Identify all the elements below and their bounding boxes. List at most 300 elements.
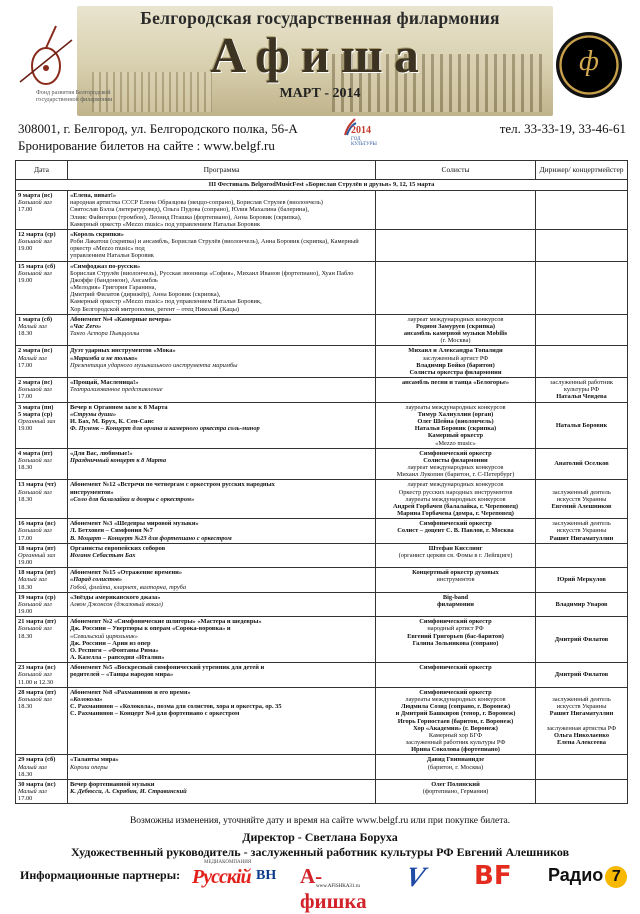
- conductor-line: искусств Украины: [556, 495, 607, 503]
- soloist-line: Штефан Кисслинг: [428, 544, 483, 552]
- conductor-line: Владимир Уваров: [555, 600, 608, 608]
- event-date: [16, 519, 68, 544]
- soloist-line: Симфонический оркестр: [419, 664, 492, 672]
- date-line: Малый зал: [18, 788, 47, 796]
- program-line: инструментов»: [70, 488, 114, 496]
- conductor-line: заслуженный работник: [550, 379, 613, 387]
- art-director: Художественный руководитель - заслуженный работник культуры РФ Евгений Алешников: [70, 845, 570, 859]
- program-line: Абонемент №3 «Шедевры мировой музыки»: [70, 520, 199, 528]
- date-line: 17.00: [18, 795, 33, 803]
- col-program: Программа: [68, 161, 376, 180]
- partners-label: Информационные партнеры:: [20, 868, 181, 882]
- date-line: 5 марта (ср): [18, 410, 53, 418]
- event-date: [16, 229, 68, 261]
- event-program: [68, 480, 376, 519]
- program-line: «Парад солистов»: [70, 576, 123, 584]
- soloist-line: Ирина Соколова (фортепиано): [411, 746, 500, 754]
- program-line: «Колокола»: [70, 696, 103, 703]
- conductor-line: Дмитрий Филатов: [554, 636, 609, 644]
- philharmonic-logo: [556, 32, 622, 98]
- event-date: [16, 480, 68, 519]
- conductor-line: культуры РФ: [563, 386, 600, 394]
- event-conductor: [536, 663, 628, 688]
- event-conductor: [536, 480, 628, 519]
- soloist-line: Михаил и Александра Топалиди: [408, 347, 503, 355]
- table-row: [16, 378, 628, 403]
- program-line: Камерный оркестр «Mezzo music» под управлением Натальи Боровик: [70, 220, 261, 228]
- date-line: Органный зал: [18, 417, 56, 425]
- table-row: [16, 314, 628, 346]
- event-program: [68, 617, 376, 663]
- soloist-line: Андрей Горбачев (балалайка, г. Череповец): [392, 502, 519, 510]
- soloist-line: филармонии: [437, 600, 474, 608]
- program-line: «Мелодия» Григория Гаранина,: [70, 284, 157, 292]
- date-line: 19 марта (ср): [18, 593, 56, 601]
- partner-name: V: [402, 862, 429, 893]
- festival-title: III Фестиваль BelgorodMusicFest «Борислав Струлёв и друзья» 9, 12, 15 марта: [16, 180, 628, 191]
- program-line: Л. Бетховен – Симфония №7: [70, 527, 153, 535]
- date-line: 18.30: [18, 632, 33, 640]
- program-line: Абонемент №4 «Камерные вечера»: [70, 315, 172, 323]
- table-header: [16, 161, 628, 180]
- date-line: Большой зал: [18, 199, 52, 207]
- event-conductor: [536, 617, 628, 663]
- program-line: Алвон Джонсон (джазовый вокал): [70, 600, 163, 608]
- table-row: [16, 663, 628, 688]
- soloist-line: Владимир Бойко (баритон): [416, 361, 495, 369]
- soloist-line: ансамбль камерной музыки Mobilis: [403, 330, 508, 338]
- program-line: родителей – «Танцы народов мира»: [70, 671, 174, 679]
- table-row: [16, 346, 628, 378]
- date-line: 19.00: [18, 276, 33, 284]
- event-soloists: [376, 448, 536, 480]
- date-line: 18.30: [18, 770, 33, 778]
- program-line: Дмитрий Филатов (дирижёр), Анна Боровик (скрипка),: [70, 291, 221, 299]
- conductor-line: [538, 718, 625, 725]
- partner-name: BF: [474, 861, 512, 891]
- event-conductor: [536, 261, 628, 314]
- logo-letter: ф: [579, 46, 599, 77]
- soloist-line: Камерный хор БГФ: [428, 731, 483, 739]
- booking-info: Бронирование билетов на сайте : www.belgf.ru: [18, 138, 275, 153]
- date-line: Большой зал: [18, 696, 52, 703]
- soloist-line: Солисты филармонии: [423, 456, 488, 464]
- soloist-line: Симфонический оркестр: [419, 520, 492, 528]
- partner-sub: МЕДИАКОМПАНИЯ: [204, 860, 252, 865]
- cello-logo: [12, 22, 113, 118]
- partner-logo-bf: [472, 860, 524, 890]
- event-conductor: [536, 543, 628, 568]
- date-line: 12 марта (ср): [18, 230, 56, 238]
- event-conductor: [536, 519, 628, 544]
- event-program: [68, 346, 376, 378]
- event-conductor: [536, 448, 628, 480]
- event-date: [16, 543, 68, 568]
- event-program: [68, 687, 376, 755]
- soloist-line: Тимур Халиуллин (орган): [417, 410, 494, 418]
- date-line: 18 марта (вт): [18, 569, 56, 577]
- poster-title: Афиша: [210, 27, 430, 83]
- program-line: Элиис Файнгерш (тромбон), Леонид Пташка (фортепиано), Анна Боровик (скрипка),: [70, 213, 302, 221]
- soloist-line: и Дмитрий Башкиров (тенор, г. Воронеж): [395, 710, 516, 718]
- cello-icon: [12, 22, 82, 92]
- program-line: Праздничный концерт к 8 Марта: [70, 456, 167, 464]
- conductor-line: заслуженный деятель: [552, 488, 611, 496]
- event-date: [16, 617, 68, 663]
- date-line: Большой зал: [18, 488, 52, 496]
- conductor-line: Елена Алексеева: [557, 739, 606, 747]
- conductor-line: искусств Украины: [556, 527, 607, 535]
- program-line: Хор Белгородской митрополии, регент – отец Николай (Кацы): [70, 305, 240, 313]
- event-soloists: [376, 519, 536, 544]
- soloist-line: лауреат международных конкурсов: [407, 315, 504, 323]
- table-row: [16, 617, 628, 663]
- partner-name: Радио: [548, 865, 604, 885]
- date-line: 18.30: [18, 330, 33, 338]
- events-table: [15, 160, 628, 804]
- program-line: Абонемент №2 «Симфонические шлягеры» «Мастера и шедевры»: [70, 618, 262, 626]
- event-program: [68, 755, 376, 780]
- soloist-line: Михаил Лукопин (баритон, г. С-Петербург): [396, 471, 515, 479]
- conductor-line: Юрий Меркулов: [557, 576, 606, 584]
- date-line: 4 марта (вт): [18, 449, 53, 457]
- program-line: «Соло для балалайки и домры с оркестром»: [70, 495, 195, 503]
- conductor-line: заслуженный деятель: [552, 696, 611, 703]
- program-line: Святослав Бэлза (литературовед), Ольга Пудова (сопрано), Юлия Махалина (балерина),: [70, 206, 310, 214]
- soloist-line: инструментов: [436, 576, 475, 584]
- event-soloists: [376, 261, 536, 314]
- festival-row: [16, 180, 628, 191]
- table-row: [16, 568, 628, 593]
- event-conductor: [536, 687, 628, 755]
- table-row: [16, 779, 628, 804]
- date-line: 17.00: [18, 393, 33, 401]
- conductor-line: Ольга Николаенко: [553, 731, 610, 739]
- conductor-line: Евгений Алешников: [551, 502, 612, 510]
- program-line: «Маримба и не только»: [70, 354, 138, 362]
- date-line: Малый зал: [18, 354, 47, 362]
- program-line: «Симфоджаз по-русски»: [70, 262, 141, 270]
- program-line: Дж. Россини – Увертюры к операм «Сорока-воровка» и: [70, 625, 231, 633]
- date-line: 29 марта (сб): [18, 756, 56, 764]
- soloist-line: (баритон, г. Москва): [427, 763, 484, 771]
- program-line: «Таланты мира»: [70, 756, 119, 764]
- partner-name: Русскiй: [192, 866, 251, 888]
- program-line: «Звёзды американского джаза»: [70, 593, 161, 601]
- program-line: «Король скрипки»: [70, 230, 124, 238]
- table-row: [16, 480, 628, 519]
- event-program: [68, 229, 376, 261]
- event-date: [16, 261, 68, 314]
- event-date: [16, 448, 68, 480]
- date-line: 15 марта (сб): [18, 262, 56, 270]
- event-conductor: [536, 568, 628, 593]
- event-soloists: [376, 402, 536, 448]
- soloist-line: (г. Москва): [440, 337, 471, 345]
- conductor-line: Рашит Нигаматуллин: [549, 710, 614, 718]
- event-conductor: [536, 229, 628, 261]
- event-soloists: [376, 663, 536, 688]
- partner-logo-russkiy: [190, 860, 302, 890]
- date-line: 30 марта (вс): [18, 780, 56, 788]
- event-conductor: [536, 314, 628, 346]
- date-line: Большой зал: [18, 625, 52, 633]
- date-line: Большой зал: [18, 527, 52, 535]
- event-date: [16, 568, 68, 593]
- event-conductor: [536, 755, 628, 780]
- event-soloists: [376, 480, 536, 519]
- soloist-line: заслуженный артист РФ: [422, 354, 489, 362]
- partner-digit: 7: [605, 866, 627, 888]
- event-soloists: [376, 755, 536, 780]
- event-date: [16, 663, 68, 688]
- soloist-line: (органист церкви св. Фомы в г. Лейпциге): [398, 551, 513, 559]
- program-line: «Севильский цирюльник»: [70, 632, 138, 640]
- soloist-line: лауреат международных конкурсов: [407, 481, 504, 489]
- event-date: [16, 687, 68, 755]
- event-program: [68, 663, 376, 688]
- program-line: В. Моцарт – Концерт №23 для фортепиано с оркестром: [70, 534, 232, 542]
- date-line: 18.30: [18, 583, 33, 591]
- soloist-line: Евгений Григорьев (бас-баритон): [407, 632, 504, 640]
- date-line: 19.00: [18, 608, 33, 616]
- address: 308001, г. Белгород, ул. Белгородского полка, 56-А: [18, 121, 298, 136]
- org-title: Белгородская государственная филармония: [140, 8, 500, 28]
- event-date: [16, 378, 68, 403]
- event-soloists: [376, 543, 536, 568]
- soloist-line: Симфонический оркестр: [419, 449, 492, 457]
- soloist-line: Симфонический оркестр: [419, 688, 492, 696]
- date-line: 18.30: [18, 495, 33, 503]
- date-line: Малый зал: [18, 322, 47, 330]
- year-of-culture-logo: [343, 111, 387, 147]
- program-line: «Час Zero»: [70, 322, 102, 330]
- program-line: Абонемент №15 «Отражение времени»: [70, 569, 183, 577]
- conductor-line: Рашит Нигаматуллин: [549, 534, 614, 542]
- soloist-line: Концертный оркестр духовых: [412, 569, 499, 577]
- soloist-line: «Mezzo music»: [435, 439, 476, 447]
- conductor-line: заслуженная артистка РФ: [546, 724, 617, 732]
- event-conductor: [536, 378, 628, 403]
- date-line: Большой зал: [18, 671, 52, 679]
- date-line: 3 марта (пн): [18, 403, 54, 411]
- date-line: 1 марта (сб): [18, 315, 53, 323]
- partner-logo-v: [402, 860, 458, 893]
- soloist-line: Людмила Созид (сопрано, г. Воронеж): [400, 703, 511, 711]
- conductor-line: Дмитрий Филатов: [554, 671, 609, 679]
- date-line: Большой зал: [18, 600, 52, 608]
- program-line: С. Рахманинов – Концерт №4 для фортепиано с оркестром: [70, 710, 240, 718]
- partner-sub: www.AFISHKA31.ru: [316, 884, 360, 889]
- program-line: К. Дебюсси, А. Скрябин, И. Стравинский: [70, 788, 187, 796]
- soloist-line: лауреаты международных конкурсов: [405, 403, 506, 411]
- event-soloists: [376, 378, 536, 403]
- event-date: [16, 314, 68, 346]
- soloist-line: Камерный оркестр: [427, 432, 484, 440]
- table-row: [16, 687, 628, 755]
- soloist-line: Наталья Боровик (скрипка): [414, 425, 497, 433]
- event-conductor: [536, 402, 628, 448]
- event-date: [16, 191, 68, 230]
- date-line: 11.00 и 12.30: [18, 678, 54, 686]
- soloist-line: Big-band: [442, 593, 469, 601]
- conductor-line: искусств Украины: [556, 703, 607, 711]
- date-line: 28 марта (пт): [18, 688, 57, 696]
- date-line: 13 марта (чт): [18, 481, 56, 489]
- program-line: Абонемент №5 «Воскресный симфонический утренник для детей и: [70, 664, 265, 672]
- event-soloists: [376, 229, 536, 261]
- program-line: «Елена, виват!»: [70, 192, 117, 199]
- program-line: «Прощай, Масленица!»: [70, 379, 139, 387]
- program-line: Презентация ударного музыкального инструмента маримбы: [70, 361, 238, 369]
- program-line: Дж. Россини – Арии из опер: [70, 639, 151, 647]
- conductor-line: Наталья Чеидева: [556, 393, 607, 401]
- fund-text: Фонд развития Белгородской государственной филармонии: [36, 90, 113, 103]
- program-line: С. Рахманинов – «Колокола», поэма для солистов, хора и оркестра, ор. 35: [70, 703, 282, 711]
- program-line: Дуэт ударных инструментов «Мока»: [70, 347, 176, 355]
- year-logo-text: 2014: [351, 125, 371, 136]
- soloist-line: Солисты оркестра филармонии: [409, 368, 502, 376]
- date-line: 9 марта (вс): [18, 192, 53, 199]
- partner-logo-radio7: [548, 860, 630, 890]
- event-conductor: [536, 779, 628, 804]
- event-date: [16, 592, 68, 617]
- table-row: [16, 755, 628, 780]
- program-line: Борислав Струлёв (виолончель), Русская звонница «София», Михаил Иванов (фортепиано), Хуан Пабло Джоффе (бандонеон), Ансамбль: [70, 269, 354, 284]
- col-conductor: Дирижер/ концертмейстер: [536, 161, 628, 180]
- event-soloists: [376, 592, 536, 617]
- program-line: Абонемент №12 «Встречи по четвергам с оркестром русских народных: [70, 481, 275, 489]
- table-row: [16, 229, 628, 261]
- program-line: Иоганн Себастьян Бах: [70, 551, 136, 559]
- event-soloists: [376, 314, 536, 346]
- table-row: [16, 191, 628, 230]
- table-row: [16, 519, 628, 544]
- date-line: 19.00: [18, 425, 33, 433]
- event-date: [16, 402, 68, 448]
- program-line: Короли оперы: [70, 763, 108, 771]
- soloist-line: лауреаты международных конкурсов: [405, 495, 506, 503]
- program-line: Танго Астора Пьяццоллы: [70, 330, 140, 338]
- event-date: [16, 779, 68, 804]
- event-conductor: [536, 592, 628, 617]
- soloist-line: лауреаты международных конкурсов: [405, 696, 506, 703]
- date-line: 16 марта (вс): [18, 520, 56, 528]
- soloist-line: Галина Зольникова (сопрано): [412, 639, 499, 647]
- program-line: народная артистка СССР Елена Образцова (меццо-сопрано), Борислав Струлев (виолончель): [70, 199, 323, 207]
- date-line: 17.00: [18, 534, 33, 542]
- date-line: 19.00: [18, 245, 33, 253]
- soloist-line: Олег Шейна (виолончель): [417, 417, 494, 425]
- date-line: 23 марта (вс): [18, 664, 56, 672]
- date-line: 2 марта (вс): [18, 379, 53, 387]
- event-program: [68, 402, 376, 448]
- soloist-line: Игорь Горностаев (баритон, г. Воронеж): [397, 717, 514, 725]
- date-line: Большой зал: [18, 269, 52, 277]
- soloist-line: Марина Горбачева (домра, г. Череповец): [397, 510, 514, 518]
- event-program: [68, 448, 376, 480]
- program-line: Органисты европейских соборов: [70, 544, 166, 552]
- date-line: 18.30: [18, 464, 33, 472]
- event-program: [68, 378, 376, 403]
- program-line: Роби Лакатош (скрипка) и ансамбль, Борислав Струлёв (виолончель), Анна Боровик (скрипка), Камерный оркестр «Mezzo music» под: [70, 238, 359, 253]
- event-soloists: [376, 568, 536, 593]
- table-row: [16, 592, 628, 617]
- event-program: [68, 568, 376, 593]
- event-program: [68, 779, 376, 804]
- date-line: Малый зал: [18, 763, 47, 771]
- event-date: [16, 346, 68, 378]
- phones: тел. 33-33-19, 33-46-61: [499, 121, 626, 136]
- table-row: [16, 402, 628, 448]
- date-line: 18 марта (вт): [18, 544, 56, 552]
- soloist-line: Хор «Академия» (г. Воронеж): [413, 724, 498, 732]
- col-date: Дата: [16, 161, 68, 180]
- event-program: [68, 191, 376, 230]
- partner-name-2: ВН: [256, 868, 277, 883]
- conductor-line: заслуженный деятель: [552, 520, 611, 528]
- program-line: Камерный оркестр «Mezzo music» под управлением Натальи Боровик,: [70, 298, 262, 306]
- change-note: Возможны изменения, уточняйте дату и время на сайте www.belgf.ru или при покупке билета.: [129, 816, 511, 826]
- date-line: Большой зал: [18, 386, 52, 394]
- program-line: Вечер в Органном зале к 8 Марта: [70, 403, 168, 411]
- soloist-line: народный артист РФ: [427, 625, 484, 633]
- soloist-line: лауреат международных конкурсов: [407, 464, 504, 472]
- date-line: 19.00: [18, 559, 33, 567]
- program-line: И. Бах, М. Брух, К. Сен-Санс: [70, 417, 154, 425]
- header-banner: [12, 6, 628, 116]
- poster-month: МАРТ - 2014: [279, 86, 361, 101]
- event-soloists: [376, 779, 536, 804]
- event-conductor: [536, 191, 628, 230]
- soloist-line: Солист – доцент С. В. Павлов, г. Москва: [397, 527, 514, 535]
- soloist-line: (фортепиано, Германия): [422, 788, 489, 796]
- event-program: [68, 261, 376, 314]
- event-program: [68, 543, 376, 568]
- soloist-line: Оркестр русских народных инструментов: [398, 488, 513, 496]
- table-row: [16, 448, 628, 480]
- date-line: Большой зал: [18, 456, 52, 464]
- date-line: 18.30: [18, 703, 33, 711]
- event-soloists: [376, 191, 536, 230]
- program-line: О. Респиги – «Фонтаны Рима»: [70, 646, 159, 654]
- event-soloists: [376, 617, 536, 663]
- soloist-line: Симфонический оркестр: [419, 618, 492, 626]
- table-row: [16, 261, 628, 314]
- conductor-line: Наталья Боровик: [555, 421, 608, 429]
- event-program: [68, 314, 376, 346]
- program-line: А. Казелла – рапсодия «Италия»: [70, 654, 165, 662]
- event-date: [16, 755, 68, 780]
- event-program: [68, 519, 376, 544]
- date-line: Органный зал: [18, 551, 56, 559]
- soloist-line: Давид Гвинианидзе: [426, 756, 485, 764]
- program-line: Гобой, флейта, кларнет, валторна, труба: [70, 583, 187, 591]
- program-line: Ф. Пуленк – Концерт для органа и камерного оркестра соль-минор: [70, 425, 260, 433]
- conductor-line: Анатолий Оселков: [554, 460, 609, 468]
- col-soloists: Солисты: [376, 161, 536, 180]
- program-line: «Струны души»: [70, 410, 117, 418]
- date-line: Большой зал: [18, 238, 52, 246]
- event-program: [68, 592, 376, 617]
- date-line: 17.00: [18, 206, 33, 214]
- program-line: Вечер фортепианной музыки: [70, 780, 155, 788]
- partner-name: А-фишка: [300, 864, 367, 913]
- soloist-line: заслуженный работник культуры РФ: [405, 739, 506, 747]
- soloist-line: ансамбль песни и танца «Белогорье»: [401, 379, 510, 387]
- program-line: управлением Натальи Боровик: [70, 252, 154, 260]
- date-line: 2 марта (вс): [18, 347, 53, 355]
